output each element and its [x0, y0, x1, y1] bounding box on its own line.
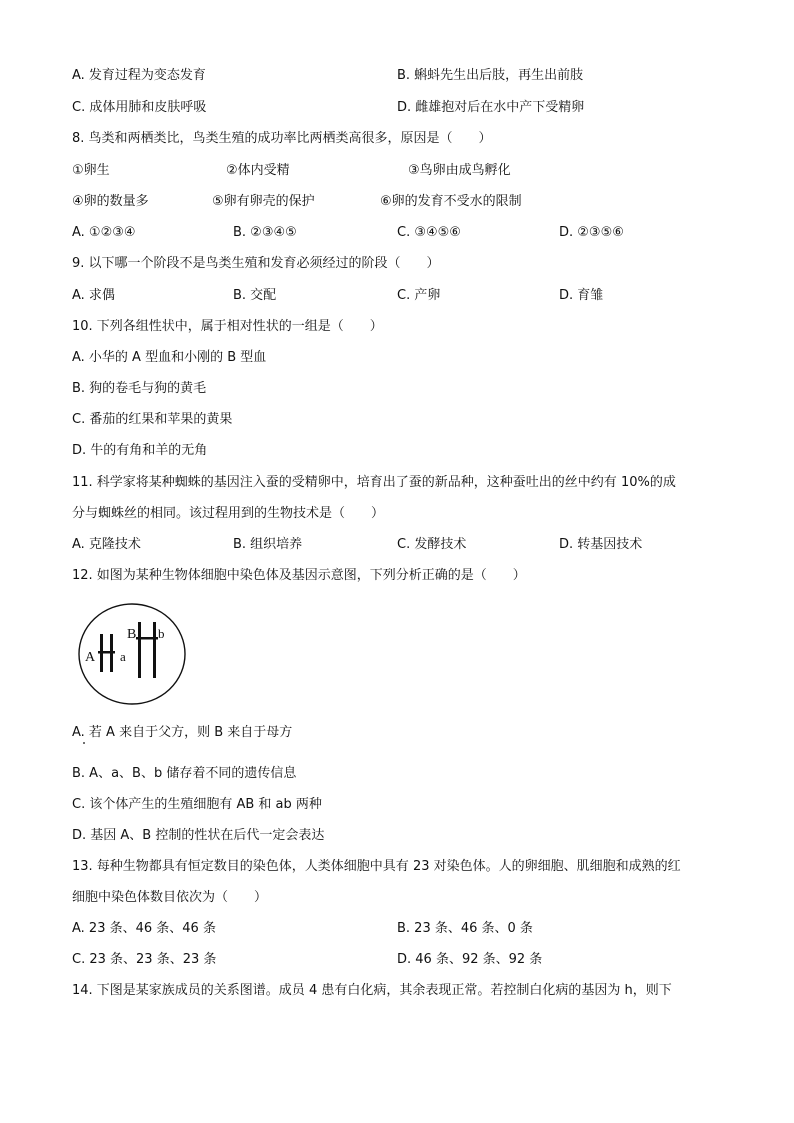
q8-stem: 8. 鸟类和两栖类比，鸟类生殖的成功率比两栖类高很多，原因是（ ） — [72, 131, 492, 146]
q9-stem: 9. 以下哪一个阶段不是鸟类生殖和发育必须经过的阶段（ ） — [72, 256, 440, 271]
q13-option-a: A. 23 条、46 条、46 条 — [72, 921, 216, 936]
q8-option-c: C. ③④⑤⑥ — [397, 225, 461, 240]
q8-option-a: A. ①②③④ — [72, 225, 136, 240]
q7-option-a: A. 发育过程为变态发育 — [72, 68, 206, 83]
q9-option-b: B. 交配 — [233, 288, 277, 303]
q8-item-1: ①卵生 — [72, 163, 110, 178]
q8-item-6: ⑥卵的发育不受水的限制 — [380, 194, 522, 209]
q12-stem: 12. 如图为某种生物体细胞中染色体及基因示意图，下列分析正确的是（ ） — [72, 568, 526, 583]
q12-option-b: B. A、a、B、b 储存着不同的遗传信息 — [72, 766, 297, 781]
q8-item-5: ⑤卵有卵壳的保护 — [212, 194, 315, 209]
gene-label-b: b — [158, 626, 165, 641]
q10-option-a: A. 小华的 A 型血和小刚的 B 型血 — [72, 350, 267, 365]
gene-label-B: B — [127, 627, 137, 642]
q11-option-b: B. 组织培养 — [233, 537, 303, 552]
q12-option-d: D. 基因 A、B 控制的性状在后代一定会表达 — [72, 828, 325, 843]
q10-option-d: D. 牛的有角和羊的无角 — [72, 443, 208, 458]
q10-option-c: C. 番茄的红果和苹果的黄果 — [72, 412, 233, 427]
q13-stem-line2: 细胞中染色体数目依次为（ ） — [72, 890, 268, 905]
stray-dot-mark — [83, 742, 85, 744]
q11-stem-line2: 分与蜘蛛丝的相同。该过程用到的生物技术是（ ） — [72, 506, 385, 521]
q13-option-c: C. 23 条、23 条、23 条 — [72, 952, 217, 967]
q9-option-c: C. 产卵 — [397, 288, 441, 303]
q12-option-a: A. 若 A 来自于父方，则 B 来自于母方 — [72, 725, 293, 740]
q11-option-a: A. 克隆技术 — [72, 537, 141, 552]
chromosome-pair-2-band — [136, 637, 158, 640]
q10-option-b: B. 狗的卷毛与狗的黄毛 — [72, 381, 207, 396]
q11-option-d: D. 转基因技术 — [559, 537, 643, 552]
chromosome-4 — [153, 622, 156, 678]
q9-option-d: D. 育雏 — [559, 288, 604, 303]
q14-stem-line1: 14. 下图是某家族成员的关系图谱。成员 4 患有白化病，其余表现正常。若控制白化病的基因为 h，则下 — [72, 983, 672, 998]
q7-option-b: B. 蝌蚪先生出后肢，再生出前肢 — [397, 68, 584, 83]
q7-option-d: D. 雌雄抱对后在水中产下受精卵 — [397, 100, 585, 115]
q8-item-2: ②体内受精 — [226, 163, 290, 178]
gene-label-A: A — [85, 650, 96, 665]
q7-option-c: C. 成体用肺和皮肤呼吸 — [72, 100, 207, 115]
q13-stem-line1: 13. 每种生物都具有恒定数目的染色体，人类体细胞中具有 23 对染色体。人的卵细胞、肌细胞和成熟的红 — [72, 859, 681, 874]
chromosome-cell-diagram — [76, 602, 188, 706]
chromosome-pair-1-band — [98, 651, 115, 654]
chromosome-3 — [138, 622, 141, 678]
q8-option-b: B. ②③④⑤ — [233, 225, 297, 240]
q13-option-d: D. 46 条、92 条、92 条 — [397, 952, 543, 967]
q13-option-b: B. 23 条、46 条、0 条 — [397, 921, 533, 936]
q8-item-4: ④卵的数量多 — [72, 194, 149, 209]
q8-option-d: D. ②③⑤⑥ — [559, 225, 624, 240]
gene-label-a: a — [120, 649, 126, 664]
q10-stem: 10. 下列各组性状中，属于相对性状的一组是（ ） — [72, 319, 383, 334]
q9-option-a: A. 求偶 — [72, 288, 115, 303]
q11-stem-line1: 11. 科学家将某种蜘蛛的基因注入蚕的受精卵中，培育出了蚕的新品种，这种蚕吐出的丝中约有 10%的成 — [72, 475, 676, 490]
q12-option-c: C. 该个体产生的生殖细胞有 AB 和 ab 两种 — [72, 797, 322, 812]
q8-item-3: ③鸟卵由成鸟孵化 — [408, 163, 511, 178]
q11-option-c: C. 发酵技术 — [397, 537, 467, 552]
